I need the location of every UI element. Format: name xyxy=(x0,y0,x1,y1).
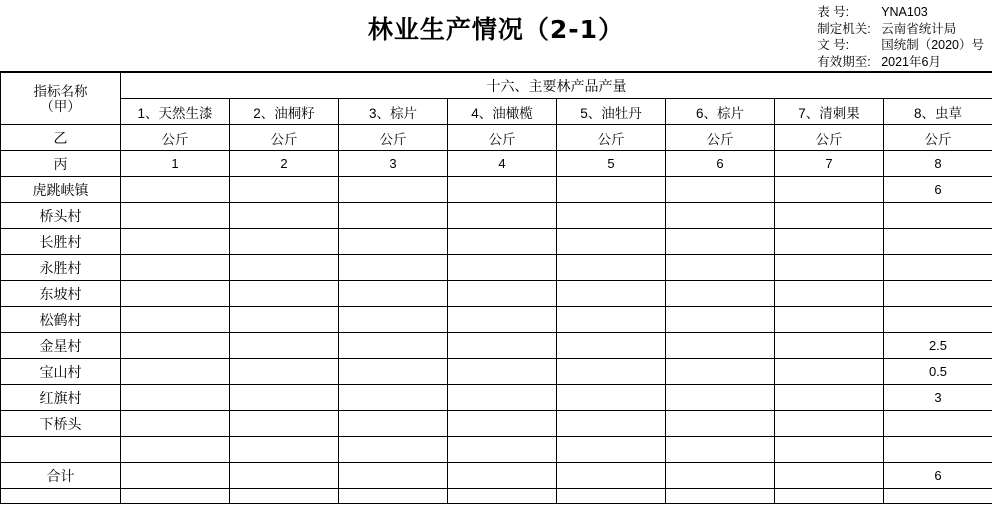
data-cell[interactable] xyxy=(557,463,666,489)
data-cell[interactable] xyxy=(775,203,884,229)
data-cell[interactable] xyxy=(557,385,666,411)
row-label[interactable]: 永胜村 xyxy=(1,255,121,281)
data-cell[interactable] xyxy=(775,463,884,489)
data-cell[interactable] xyxy=(448,177,557,203)
data-cell[interactable] xyxy=(121,411,230,437)
unit-cell-1: 公斤 xyxy=(121,125,230,151)
data-cell[interactable] xyxy=(121,333,230,359)
table-row-total xyxy=(1,463,992,489)
data-cell[interactable] xyxy=(448,255,557,281)
column-number-7: 7 xyxy=(775,151,884,177)
page-title: 林业生产情况（2-1） xyxy=(367,15,625,44)
row-label[interactable]: 虎跳峡镇 xyxy=(1,177,121,203)
data-cell[interactable] xyxy=(448,359,557,385)
data-cell[interactable] xyxy=(557,307,666,333)
group-title-cell: 十六、主要林产品产量 xyxy=(121,73,992,99)
data-cell[interactable] xyxy=(557,281,666,307)
data-cell[interactable] xyxy=(775,255,884,281)
data-cell[interactable] xyxy=(666,203,775,229)
column-number-5: 5 xyxy=(557,151,666,177)
meta-label: 制定机关: xyxy=(817,21,871,36)
data-cell[interactable] xyxy=(230,489,339,504)
data-cell[interactable] xyxy=(448,203,557,229)
meta-row-valid-until xyxy=(817,54,984,71)
data-cell[interactable] xyxy=(557,203,666,229)
data-cell[interactable] xyxy=(775,437,884,463)
data-cell[interactable] xyxy=(339,437,448,463)
column-header-5: 5、油牡丹 xyxy=(557,99,666,125)
data-cell[interactable] xyxy=(666,489,775,504)
data-cell[interactable] xyxy=(339,359,448,385)
data-cell[interactable] xyxy=(339,411,448,437)
data-cell[interactable] xyxy=(557,229,666,255)
row-label[interactable] xyxy=(1,437,121,463)
data-cell[interactable] xyxy=(230,255,339,281)
unit-cell-8: 公斤 xyxy=(884,125,992,151)
table-row xyxy=(1,177,992,203)
table-row xyxy=(1,229,992,255)
data-cell[interactable] xyxy=(666,255,775,281)
meta-value: 2021年6月 xyxy=(881,54,941,69)
index-name-header xyxy=(1,73,121,125)
unit-cell-2: 公斤 xyxy=(230,125,339,151)
column-number-1: 1 xyxy=(121,151,230,177)
table-row xyxy=(1,489,992,504)
data-cell[interactable] xyxy=(339,281,448,307)
column-header-2: 2、油桐籽 xyxy=(230,99,339,125)
data-cell[interactable] xyxy=(557,333,666,359)
data-cell[interactable] xyxy=(339,177,448,203)
data-cell[interactable] xyxy=(230,229,339,255)
data-cell[interactable] xyxy=(121,177,230,203)
data-cell[interactable] xyxy=(121,463,230,489)
data-cell[interactable] xyxy=(448,437,557,463)
row-label[interactable]: 东坡村 xyxy=(1,281,121,307)
unit-row-label: 乙 xyxy=(1,125,121,151)
row-label[interactable]: 金星村 xyxy=(1,333,121,359)
unit-cell-3: 公斤 xyxy=(339,125,448,151)
meta-row-issuing-agency xyxy=(817,21,984,38)
row-label[interactable]: 长胜村 xyxy=(1,229,121,255)
index-name-line1: 指标名称 xyxy=(33,83,88,99)
meta-label: 表 号: xyxy=(817,5,850,19)
unit-cell-4: 公斤 xyxy=(448,125,557,151)
unit-cell-7: 公斤 xyxy=(775,125,884,151)
data-cell[interactable] xyxy=(666,411,775,437)
data-cell[interactable] xyxy=(230,333,339,359)
data-cell[interactable] xyxy=(775,359,884,385)
data-cell[interactable] xyxy=(775,385,884,411)
data-cell[interactable] xyxy=(666,281,775,307)
row-label[interactable]: 桥头村 xyxy=(1,203,121,229)
data-cell[interactable]: 6 xyxy=(884,463,992,489)
data-cell[interactable] xyxy=(339,255,448,281)
table-row xyxy=(1,281,992,307)
data-cell[interactable] xyxy=(339,385,448,411)
table-row xyxy=(1,307,992,333)
column-number-2: 2 xyxy=(230,151,339,177)
data-cell[interactable] xyxy=(666,177,775,203)
data-cell[interactable] xyxy=(339,229,448,255)
data-cell[interactable] xyxy=(884,281,992,307)
meta-row-form-number xyxy=(817,4,984,21)
data-cell[interactable] xyxy=(230,281,339,307)
column-header-1: 1、天然生漆 xyxy=(121,99,230,125)
table-row xyxy=(1,359,992,385)
data-cell[interactable] xyxy=(448,281,557,307)
meta-label: 文 号: xyxy=(817,38,850,52)
forestry-production-table xyxy=(0,72,992,504)
data-cell[interactable] xyxy=(230,385,339,411)
column-number-6: 6 xyxy=(666,151,775,177)
row-label[interactable]: 红旗村 xyxy=(1,385,121,411)
data-cell[interactable] xyxy=(775,411,884,437)
meta-value: 云南省统计局 xyxy=(881,21,957,36)
table-row xyxy=(1,203,992,229)
meta-value: YNA103 xyxy=(881,5,928,19)
data-cell[interactable] xyxy=(557,255,666,281)
data-cell[interactable] xyxy=(121,281,230,307)
row-label[interactable]: 下桥头 xyxy=(1,411,121,437)
data-cell[interactable] xyxy=(557,359,666,385)
table-row xyxy=(1,411,992,437)
table-row-column-numbers xyxy=(1,151,992,177)
unit-cell-6: 公斤 xyxy=(666,125,775,151)
meta-row-document-number xyxy=(817,37,984,54)
data-cell[interactable] xyxy=(448,411,557,437)
document-header xyxy=(0,0,992,72)
meta-label: 有效期至: xyxy=(817,54,871,69)
row-label[interactable]: 宝山村 xyxy=(1,359,121,385)
table-row-column-names xyxy=(1,99,992,125)
row-label[interactable]: 松鹤村 xyxy=(1,307,121,333)
data-cell[interactable] xyxy=(884,255,992,281)
data-cell[interactable] xyxy=(121,307,230,333)
data-cell[interactable] xyxy=(666,359,775,385)
data-cell[interactable] xyxy=(666,463,775,489)
data-cell[interactable] xyxy=(884,229,992,255)
data-cell[interactable]: 2.5 xyxy=(884,333,992,359)
data-cell[interactable] xyxy=(448,229,557,255)
data-cell[interactable] xyxy=(775,489,884,504)
table-row-group-header xyxy=(1,73,992,99)
data-cell[interactable] xyxy=(121,255,230,281)
column-number-8: 8 xyxy=(884,151,992,177)
data-cell[interactable] xyxy=(666,385,775,411)
data-cell[interactable] xyxy=(666,229,775,255)
column-number-3: 3 xyxy=(339,151,448,177)
data-cell[interactable] xyxy=(339,333,448,359)
data-cell[interactable] xyxy=(557,437,666,463)
data-cell[interactable] xyxy=(121,385,230,411)
data-cell[interactable] xyxy=(666,333,775,359)
data-cell[interactable] xyxy=(666,307,775,333)
data-cell[interactable] xyxy=(666,437,775,463)
data-cell[interactable] xyxy=(775,281,884,307)
table-row xyxy=(1,385,992,411)
data-cell[interactable]: 6 xyxy=(884,177,992,203)
column-header-3: 3、棕片 xyxy=(339,99,448,125)
data-cell[interactable] xyxy=(775,229,884,255)
column-header-6: 6、棕片 xyxy=(666,99,775,125)
column-number-4: 4 xyxy=(448,151,557,177)
data-cell[interactable] xyxy=(230,411,339,437)
form-metadata xyxy=(817,4,984,70)
data-cell[interactable]: 3 xyxy=(884,385,992,411)
data-cell[interactable]: 0.5 xyxy=(884,359,992,385)
index-name-line2: （甲） xyxy=(40,98,81,114)
data-cell[interactable] xyxy=(339,463,448,489)
data-cell[interactable] xyxy=(339,307,448,333)
data-cell[interactable] xyxy=(448,463,557,489)
number-row-label: 丙 xyxy=(1,151,121,177)
column-header-4: 4、油橄榄 xyxy=(448,99,557,125)
data-cell[interactable] xyxy=(775,333,884,359)
data-cell[interactable] xyxy=(121,203,230,229)
data-cell[interactable] xyxy=(121,437,230,463)
data-cell[interactable] xyxy=(775,177,884,203)
table-row xyxy=(1,437,992,463)
data-cell[interactable] xyxy=(121,359,230,385)
data-cell[interactable] xyxy=(121,489,230,504)
data-cell[interactable] xyxy=(230,437,339,463)
data-cell[interactable] xyxy=(884,203,992,229)
data-cell[interactable] xyxy=(339,489,448,504)
table-row xyxy=(1,333,992,359)
data-cell[interactable] xyxy=(557,411,666,437)
data-cell[interactable] xyxy=(230,307,339,333)
data-cell[interactable] xyxy=(230,203,339,229)
row-label[interactable] xyxy=(1,489,121,504)
data-cell[interactable] xyxy=(339,203,448,229)
column-header-7: 7、清刺果 xyxy=(775,99,884,125)
data-cell[interactable] xyxy=(884,437,992,463)
data-cell[interactable] xyxy=(121,229,230,255)
data-cell[interactable] xyxy=(884,411,992,437)
data-cell[interactable] xyxy=(775,307,884,333)
data-cell[interactable] xyxy=(230,177,339,203)
data-cell[interactable] xyxy=(884,307,992,333)
data-cell[interactable] xyxy=(448,385,557,411)
data-cell[interactable] xyxy=(230,359,339,385)
unit-cell-5: 公斤 xyxy=(557,125,666,151)
data-cell[interactable] xyxy=(557,489,666,504)
table-row xyxy=(1,255,992,281)
data-cell[interactable] xyxy=(448,333,557,359)
data-cell[interactable] xyxy=(448,307,557,333)
data-cell[interactable] xyxy=(448,489,557,504)
column-header-8: 8、虫草 xyxy=(884,99,992,125)
data-cell[interactable] xyxy=(557,177,666,203)
table-row-units xyxy=(1,125,992,151)
data-cell[interactable] xyxy=(884,489,992,504)
meta-value: 国统制（2020）号 xyxy=(881,38,984,52)
row-label-total[interactable]: 合计 xyxy=(1,463,121,489)
data-cell[interactable] xyxy=(230,463,339,489)
